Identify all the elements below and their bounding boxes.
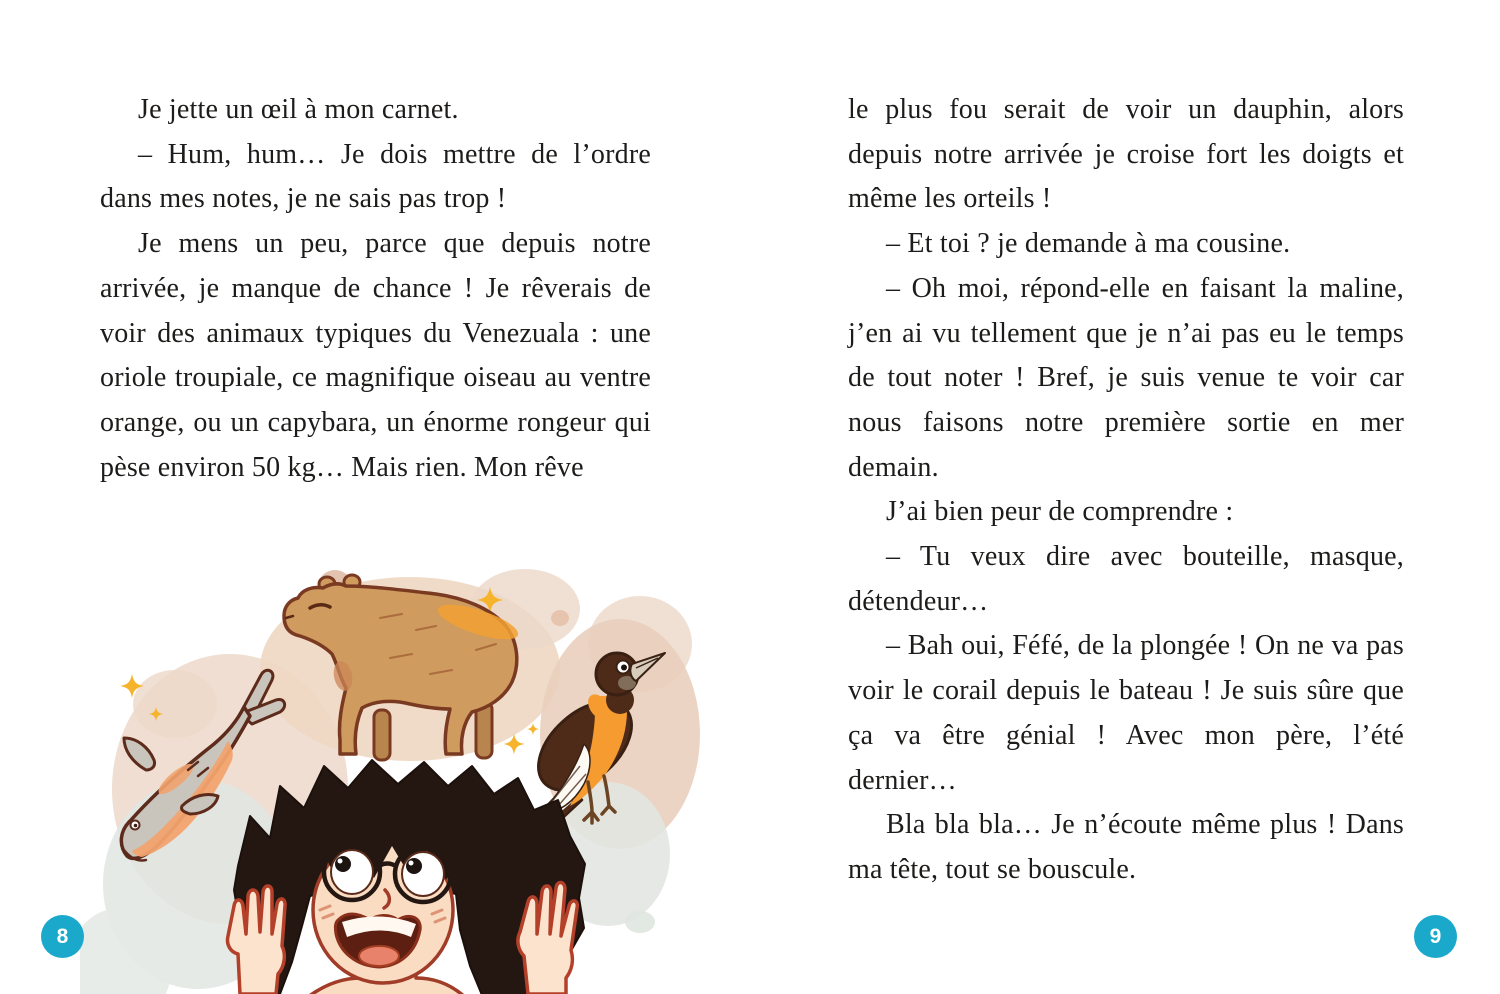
paragraph: J’ai bien peur de comprendre : <box>886 496 1234 528</box>
page-number-badge <box>41 915 84 958</box>
paragraph: – Tu veux dire avec bouteille, masque, détendeur… <box>848 541 1404 617</box>
paragraph: Je mens un peu, parce que depuis notre arrivée, je manque de chance ! Je rêverais de voir des animaux typiques du Venezuala : une oriole troupiale, ce magnifique oiseau au ventre orange, ou un capybara, un énorme rongeur qui pèse environ 50 kg… Mais rien. Mon rêve <box>100 228 651 483</box>
paragraph: – Oh moi, répond-elle en faisant la maline, j’en ai vu tellement que je n’ai pas eu le temps de tout noter ! Bref, je suis venue te voir car nous faisons notre première sortie en mer demain. <box>848 272 1404 483</box>
left-text-column <box>100 88 651 490</box>
page-right <box>750 0 1500 994</box>
child-illustration <box>227 760 585 994</box>
right-text-column <box>848 88 1404 893</box>
paragraph: le plus fou serait de voir un dauphin, alors depuis notre arrivée je croise fort les doigts et même les orteils ! <box>848 94 1404 215</box>
paragraph: Bla bla bla… Je n’écoute même plus ! Dans ma tête, tout se bouscule. <box>848 809 1404 885</box>
page-number-badge <box>1414 915 1457 958</box>
imagination-illustration <box>80 554 720 994</box>
paragraph: – Hum, hum… Je dois mettre de l’ordre dans mes notes, je ne sais pas trop ! <box>100 138 651 215</box>
page-number: 8 <box>56 924 69 948</box>
paragraph: – Et toi ? je demande à ma cousine. <box>886 228 1291 260</box>
paragraph: Je jette un œil à mon carnet. <box>138 94 459 125</box>
page-number: 9 <box>1429 924 1442 948</box>
paragraph: – Bah oui, Féfé, de la plongée ! On ne va pas voir le corail depuis le bateau ! Je suis sûre que ça va être génial ! Avec mon père, l’été dernier… <box>848 630 1404 796</box>
